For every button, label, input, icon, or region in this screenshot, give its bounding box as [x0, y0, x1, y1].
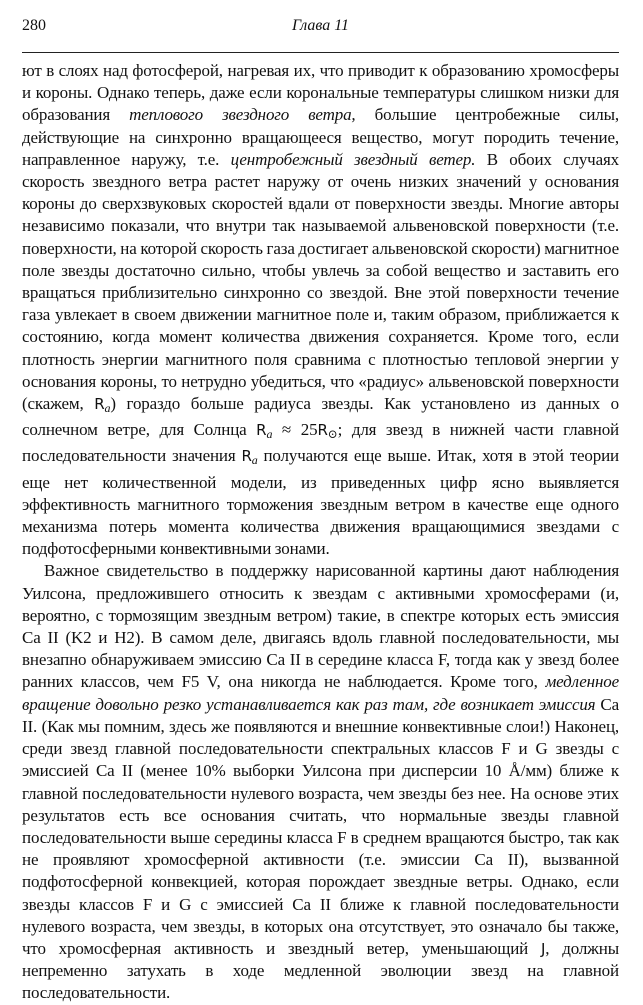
sun-symbol: ⊙ [327, 427, 338, 442]
italic-term: центробежный звездный ветер. [230, 149, 476, 169]
subscript-a: a [104, 401, 111, 416]
text-run: ют в слоях над фотосферой, нагревая их, что приводит к образованию хромосферы и короны. Однако теперь, даже если корональные температуры слишком низки для образования [22, 61, 619, 125]
subscript-a: a [266, 427, 273, 442]
text-run: Ca II. (Как мы помним, здесь же появляются и внешние конвективные слои!) Наконец, среди звезд главной последовательности спектральных классов F и G звезды с эмиссией Ca II (менее 10% выборки Уилсона при дисперсии 10 Å/мм) ближе к главной последовательности нулевого возраста, чем звезды без нее. На основе этих результатов есть все основания считать, что нормальные звезды главной последовательности выше середины класса F в среднем вращаются быстро, так как не проявляют хромосферной активности (т.е. эмиссии Ca II), вызванной подфотосферной конвекцией, которая порождает звездные ветры. Однако, если звезды классов F и G с эмиссией Ca II ближе к главной последовательности нулевого возраста, чем звезды, в которых она отсутствует, это означало бы также, что хромосферная активность и звездный ветер, уменьшающий [22, 694, 619, 958]
page-header [22, 14, 619, 38]
radius-symbol: R [256, 421, 267, 440]
text-run: Важное свидетельство в поддержку нарисованной картины дают наблюдения Уилсона, предложившего относить к звездам с активными хромосферами (и, вероятно, с тормозящим звездным ветром) такие, в спектре которых есть эмиссия Ca II (K2 и H2). В самом деле, двигаясь вдоль главной последовательности, мы внезапно обнаруживаем эмиссию Ca II в середине класса F, тогда как у звезд более ранних классов, чем F5 V, она никогда не наблюдается. Кроме того, [22, 561, 619, 692]
body-text [22, 60, 619, 1005]
angular-momentum-symbol: J [540, 939, 546, 958]
text-run: ; для звезд в нижней части главной последовательности значения [22, 420, 619, 466]
italic-phrase: медленное вращение довольно резко устанавливается как раз там, где возникает эмиссия [22, 672, 619, 714]
italic-term: теплового звездного ветра, [129, 105, 356, 125]
text-run: получаются еще выше. Итак, хотя в этой теории еще нет количественной модели, из приведенных цифр ясно выявляется эффективность магнитного торможения звездным ветром в качестве еще одного механизма потерь момента количества движения вращающимися звездами с подфотосферными конвективными зонами. [22, 446, 619, 559]
radius-symbol: R [241, 447, 252, 466]
radius-symbol: R [94, 395, 105, 414]
text-run: большие центробежные силы, действующие на синхронно вращающееся вещество, могут породить течение, направленное наружу, т.е. [22, 105, 620, 169]
subscript-a: a [251, 453, 258, 468]
text-run: ≈ 25 [272, 420, 318, 440]
text-run: ) гораздо больше радиуса звезды. Как установлено из данных о солнечном ветре, для Солнца [22, 394, 619, 440]
radius-symbol: R [317, 421, 328, 440]
paragraph-2 [22, 560, 619, 1004]
page-number: 280 [22, 17, 46, 34]
running-head: Глава 11 [291, 17, 350, 34]
text-run: В обоих случаях скорость звездного ветра растет наружу от очень низких значений у основания короны до сверхзвуковых скоростей вдали от поверхности звезды. Многие авторы независимо показали, что внутри так называемой альвеновской поверхности (т.е. поверхности, на которой скорость газа достигает альвеновской скорости) магнитное поле звезды достаточно сильно, чтобы увлечь за собой вещество и заставить его вращаться приблизительно синхронно со звездой. Вне этой поверхности течение газа увлекает в своем движении магнитное поле и, таким образом, приближается к состоянию, когда момент количества движения сохраняется. Кроме того, если плотность энергии магнитного поля сравнима с плотностью тепловой энергии у основания короны, то нетрудно убедиться, что «радиус» альвеновской поверхности (скажем, [22, 149, 619, 414]
text-run: , должны непременно затухать в ходе медленной эволюции звезд на главной последовательности. [22, 938, 619, 1003]
paragraph-1 [22, 60, 619, 560]
header-rule [22, 52, 619, 53]
